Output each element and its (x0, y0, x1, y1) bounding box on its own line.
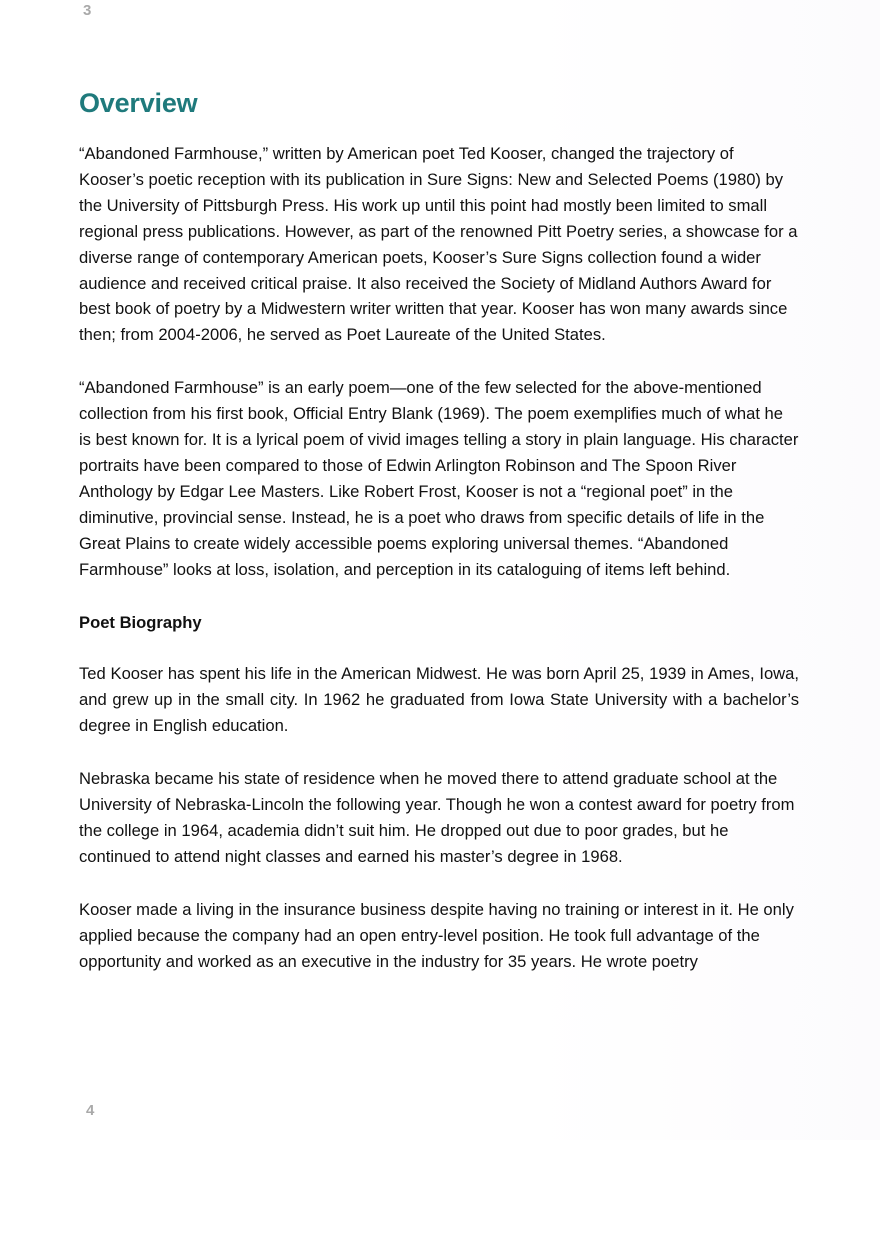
biography-paragraph-3: Kooser made a living in the insurance business despite having no training or interest in it. He only applied because the company had an open entry-level position. He took full advantage of the opportunity and worked as an executive in the industry for 35 years. He wrote poetry (79, 899, 794, 971)
biography-paragraph-2: Nebraska became his state of residence when he moved there to attend graduate school at the University of Nebraska-Lincoln the following year. Though he won a contest award for poetry from the college in 1964, academia didn’t suit him. He dropped out due to poor grades, but he continued to attend night classes and earned his master’s degree in 1968. (79, 769, 795, 866)
overview-paragraph-2: “Abandoned Farmhouse” is an early poem—one of the few selected for the above-mentioned collection from his first book, Official Entry Blank (1969). The poem exemplifies much of what he is best known for. It is a lyrical poem of vivid images telling a story in plain language. His character portraits have been compared to those of Edwin Arlington Robinson and The Spoon River Anthology by Edgar Lee Masters. Like Robert Frost, Kooser is not a “regional poet” in the diminutive, provincial sense. Instead, he is a poet who draws from specific details of life in the Great Plains to create widely accessible poems exploring universal themes. “Abandoned Farmhouse” looks at loss, isolation, and perception in its cataloguing of items left behind. (79, 378, 799, 579)
document-content (79, 88, 799, 1001)
overview-heading: Overview (79, 88, 198, 118)
overview-paragraph-1: “Abandoned Farmhouse,” written by American poet Ted Kooser, changed the trajectory of Kooser’s poetic reception with its publication in Sure Signs: New and Selected Poems (1980) by the University of Pittsburgh Press. His work up until this point had mostly been limited to small regional press publications. However, as part of the renowned Pitt Poetry series, a showcase for a diverse range of contemporary American poets, Kooser’s Sure Signs collection found a wider audience and received critical praise. It also received the Society of Midland Authors Award for best book of poetry by a Midwestern writer written that year. Kooser has won many awards since then; from 2004-2006, he served as Poet Laureate of the United States. (79, 144, 798, 345)
page-number-bottom: 4 (86, 1102, 95, 1119)
biography-paragraph-1: Ted Kooser has spent his life in the American Midwest. He was born April 25, 1939 in Ames, Iowa, and grew up in the small city. In 1962 he graduated from Iowa State University with a bachelor’s degree in English education. (79, 664, 799, 736)
poet-biography-heading: Poet Biography (79, 612, 202, 632)
page-number-top: 3 (83, 2, 92, 19)
